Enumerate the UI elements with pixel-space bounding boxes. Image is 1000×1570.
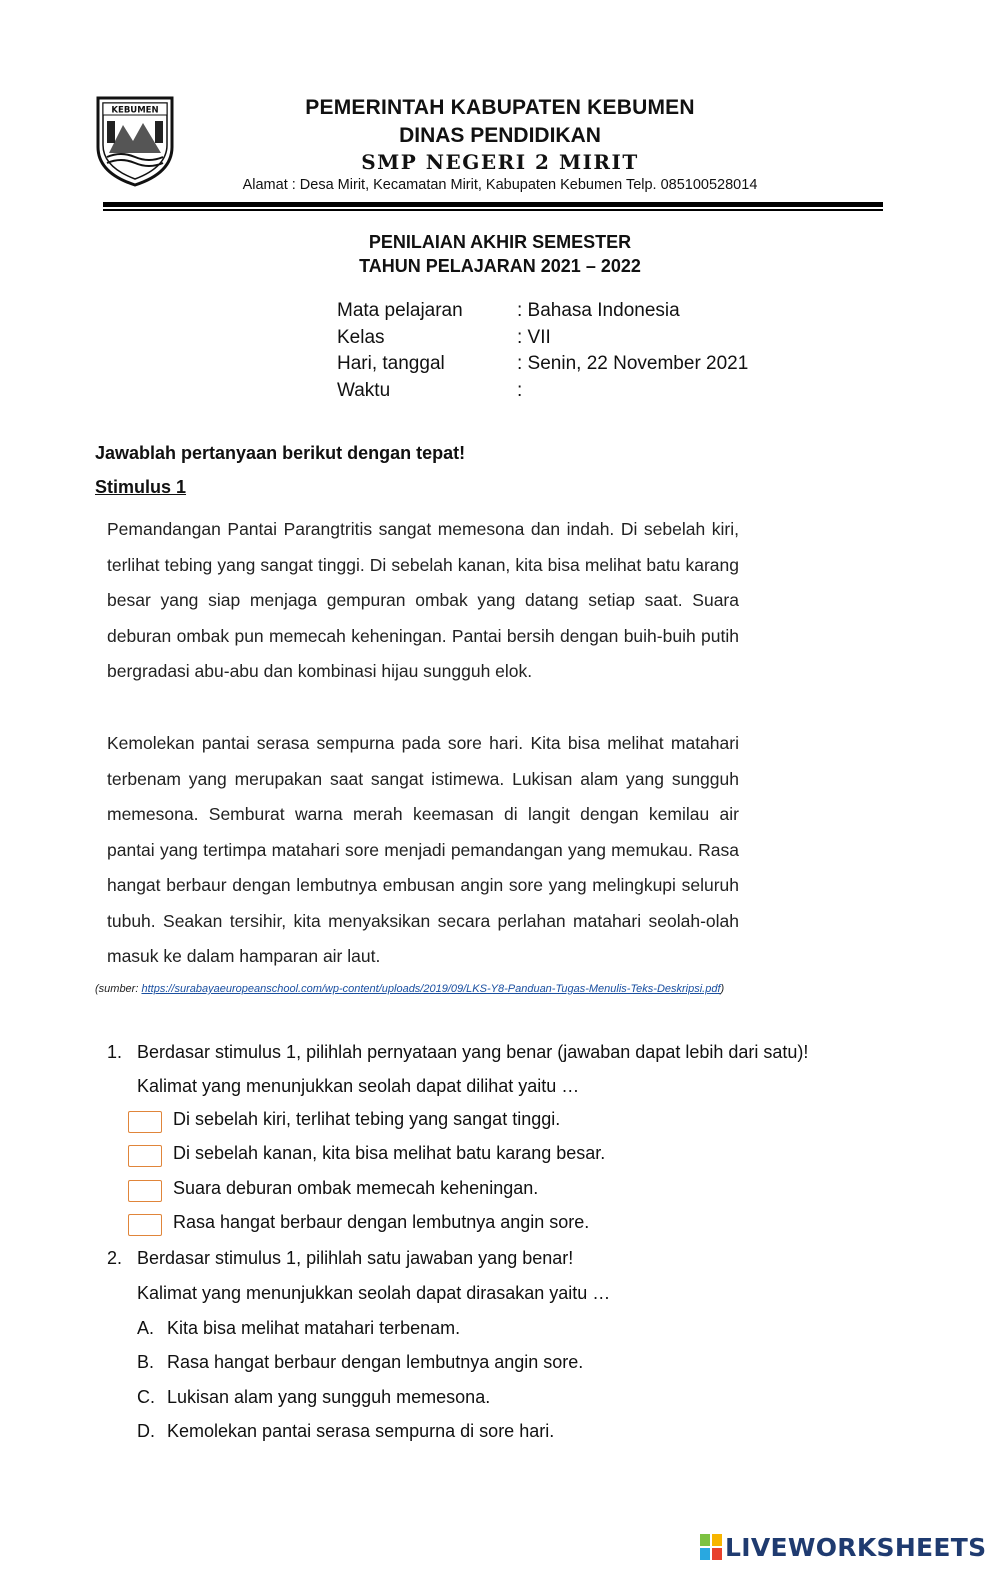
source-citation [95,983,724,995]
answer-checkbox[interactable] [128,1145,162,1167]
answer-checkbox[interactable] [128,1111,162,1133]
info-label: Mata pelajaran [337,300,463,321]
option-text[interactable]: Rasa hangat berbaur dengan lembutnya angin sore. [167,1352,584,1372]
source-prefix: (sumber: [95,983,142,995]
question-prompt: Kalimat yang menunjukkan seolah dapat dilihat yaitu … [137,1076,580,1096]
option-letter: D. [137,1421,155,1441]
answer-option-text: Rasa hangat berbaur dengan lembutnya angin sore. [173,1212,590,1232]
info-value: : VII [517,327,551,348]
option-text[interactable]: Lukisan alam yang sungguh memesona. [167,1387,491,1407]
answer-option-text: Suara deburan ombak memecah keheningan. [173,1178,539,1198]
liveworksheets-icon [700,1534,722,1560]
source-link[interactable]: https://surabayaeuropeanschool.com/wp-content/uploads/2019/09/LKS-Y8-Panduan-Tugas-Menulis-Teks-Deskripsi.pdf [141,983,721,995]
stimulus-paragraph: Kemolekan pantai serasa sempurna pada sore hari. Kita bisa melihat matahari terbenam yang merupakan saat sangat istimewa. Lukisan alam yang sungguh memesona. Semburat warna merah keemasan di langit dengan kemilau air pantai yang tertimpa matahari sore menjadi pemandangan yang memukau. Rasa hangat berbaur dengan lembutnya embusan angin sore yang melingkupi seluruh tubuh. Seakan tersihir, kita menyaksikan secara perlahan matahari seolah-olah masuk ke dalam hamparan air laut. [107,733,739,966]
instruction: Jawablah pertanyaan berikut dengan tepat! [95,443,466,463]
kebumen-crest-logo [95,95,175,187]
question-number: 1. [107,1042,123,1062]
question-prompt: Kalimat yang menunjukkan seolah dapat dirasakan yaitu … [137,1283,611,1303]
option-letter: A. [137,1318,155,1338]
option-text[interactable]: Kemolekan pantai serasa sempurna di sore hari. [167,1421,555,1441]
option-letter: C. [137,1387,155,1407]
info-value: : Bahasa Indonesia [517,300,680,321]
question-number: 2. [107,1248,123,1268]
option-letter: B. [137,1352,155,1372]
answer-checkbox[interactable] [128,1180,162,1202]
question-text: Berdasar stimulus 1, pilihlah satu jawaban yang benar! [137,1248,574,1268]
government-name: PEMERINTAH KABUPATEN KEBUMEN [305,96,695,119]
answer-option-text: Di sebelah kiri, terlihat tebing yang sangat tinggi. [173,1109,561,1129]
info-label: Kelas [337,327,385,348]
exam-year: TAHUN PELAJARAN 2021 – 2022 [359,256,641,276]
info-value: : [517,380,523,401]
option-text[interactable]: Kita bisa melihat matahari terbenam. [167,1318,461,1338]
answer-checkbox[interactable] [128,1214,162,1236]
header-divider-thick [103,202,883,207]
liveworksheets-wordmark: LIVEWORKSHEETS [725,1532,987,1562]
stimulus-paragraph: Pemandangan Pantai Parangtritis sangat memesona dan indah. Di sebelah kiri, terlihat tebing yang sangat tinggi. Di sebelah kanan, kita bisa melihat batu karang besar yang siap menjaga gempuran ombak yang datang setiap saat. Suara deburan ombak pun memecah keheningan. Pantai bersih dengan buih-buih putih bergradasi abu-abu dan kombinasi hijau sungguh elok. [107,519,739,681]
liveworksheets-brand [700,1532,986,1562]
department-name: DINAS PENDIDIKAN [399,124,601,147]
info-label: Hari, tanggal [337,353,445,374]
info-value: : Senin, 22 November 2021 [517,353,749,374]
school-name: SMP NEGERI 2 MIRIT [361,150,639,174]
header-divider-thin [103,209,883,211]
answer-option-text: Di sebelah kanan, kita bisa melihat batu karang besar. [173,1143,606,1163]
stimulus-title: Stimulus 1 [95,477,187,497]
school-address: Alamat : Desa Mirit, Kecamatan Mirit, Kabupaten Kebumen Telp. 085100528014 [242,177,758,193]
logo-text: KEBUMEN [111,105,159,116]
question-text: Berdasar stimulus 1, pilihlah pernyataan yang benar (jawaban dapat lebih dari satu)! [137,1042,809,1062]
info-label: Waktu [337,380,391,401]
source-suffix: ) [720,983,725,995]
exam-title: PENILAIAN AKHIR SEMESTER [368,232,632,252]
